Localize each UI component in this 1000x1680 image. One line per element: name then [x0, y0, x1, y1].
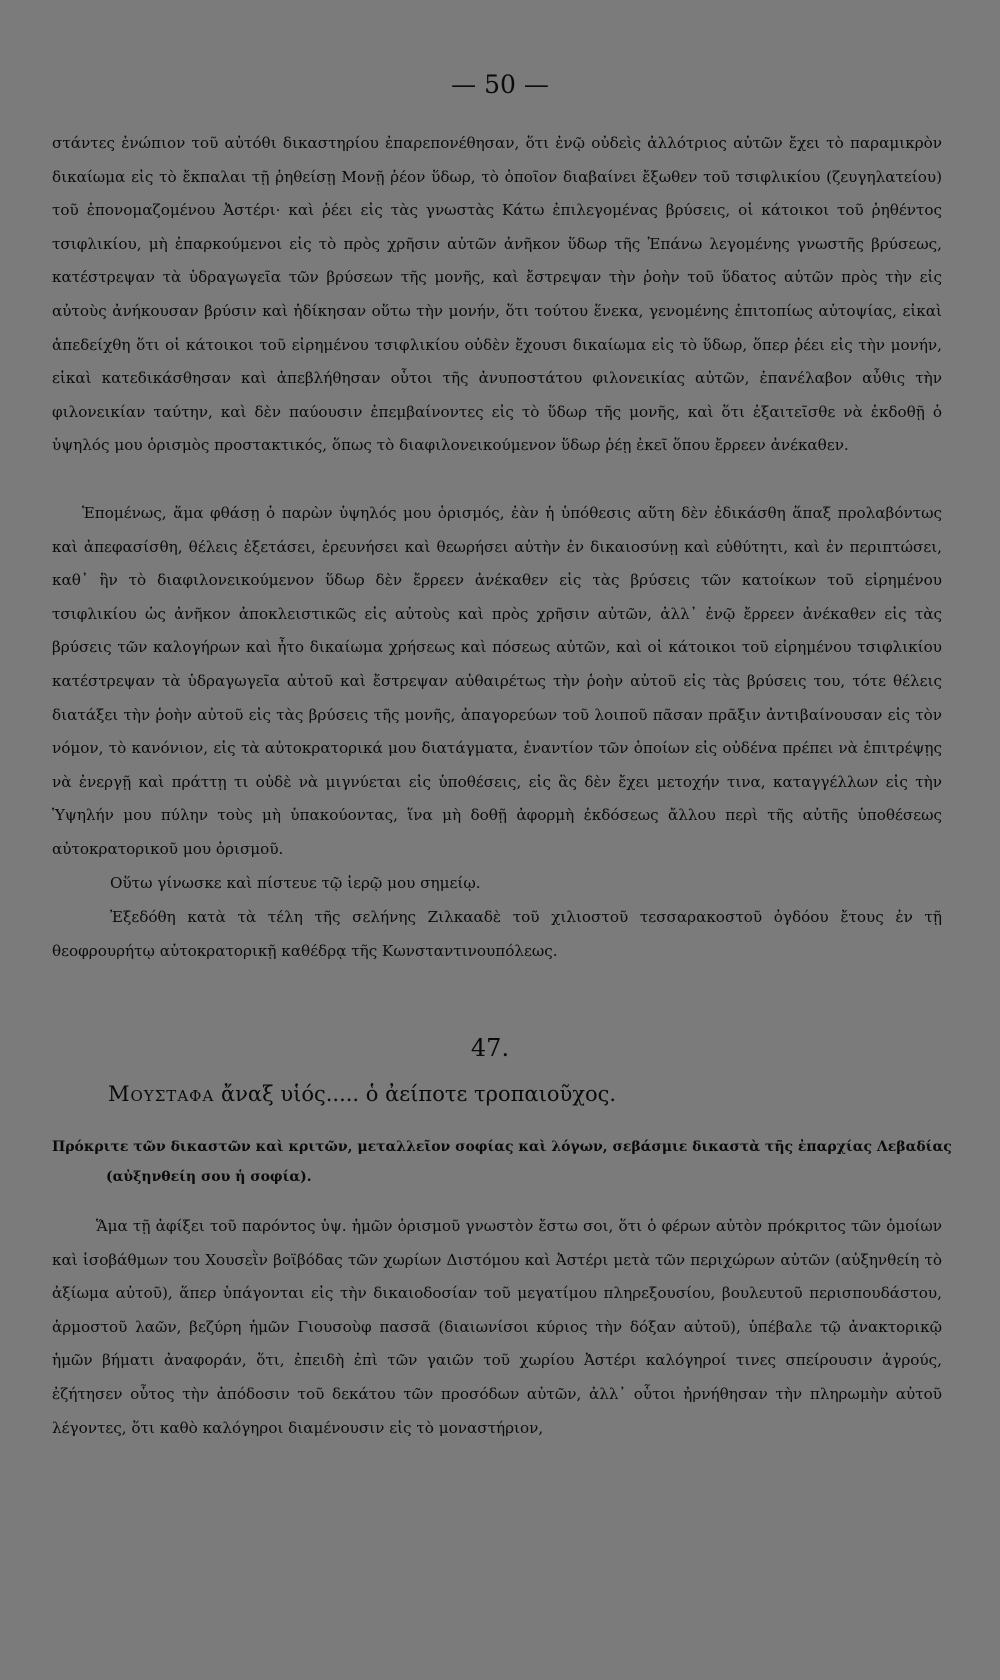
heading-name: Μουσταφα	[108, 1082, 215, 1106]
body-paragraph: στάντες ἐνώπιον τοῦ αὐτόθι δικαστηρίου ἐπαρεπονέθησαν, ὅτι ἐνῷ οὐδεὶς ἀλλότριος αὐτῶν ἔχει τὸ παραμικρὸν δικαίωμα εἰς τὸ ἔκπαλαι τῇ ῥηθείσῃ Μονῇ ῥέον ὕδωρ, τὸ ὁποῖον διαβαίνει ἔξωθεν τοῦ τσιφλικίου (ζευγηλατείου) τοῦ ἐπονομαζομένου Ἀστέρι· καὶ ῥέει εἰς τὰς γνωστὰς Κάτω ἐπιλεγομένας βρύσεις, οἱ κάτοικοι τοῦ ῥηθέντος τσιφλικίου, μὴ ἐπαρκούμενοι εἰς τὸ πρὸς χρῆσιν αὐτῶν ἀνῆκον ὕδωρ τῆς Ἐπάνω λεγομένης γνωστῆς βρύσεως, κατέστρεψαν τὰ ὑδραγωγεῖα τῶν βρύσεων τῆς μονῆς, καὶ ἔστρεψαν τὴν ῥοὴν τοῦ ὕδατος αὐτῶν πρὸς τὴν εἰς αὐτοὺς ἀνήκουσαν βρύσιν καὶ ἠδίκησαν οὕτω τὴν μονήν, ὅτι τούτου ἕνεκα, γενομένης ἐπιτοπίως αὐτοψίας, εἰκαὶ ἀπεδείχθη ὅτι οἱ κάτοικοι τοῦ εἰρημένου τσιφλικίου οὐδὲν ἔχουσι δικαίωμα εἰς τὸ ὕδωρ, ὅπερ ῥέει εἰς τὴν μονήν, εἰκαὶ κατεδικάσθησαν καὶ ἀπεβλήθησαν οὗτοι τῆς ἀνυποστάτου φιλονεικίας αὐτῶν, ἐπανέλαβον αὖθις τὴν φιλονεικίαν ταύτην, καὶ δὲν παύουσιν ἐπεμβαίνοντες εἰς τὸ ὕδωρ τῆς μονῆς, καὶ ὅτι ἐξαιτεῖσθε νὰ ἐκδοθῇ ὁ ὑψηλός μου ὁρισμὸς προστακτικός, ὅπως τὸ διαφιλονεικούμενον ὕδωρ ῥέῃ ἐκεῖ ὅπου ἔρρεεν ἀνέκαθεν.	[52, 134, 942, 455]
body-paragraph: Ἅμα τῇ ἀφίξει τοῦ παρόντος ὑψ. ἡμῶν ὁρισμοῦ γνωστὸν ἔστω σοι, ὅτι ὁ φέρων αὐτὸν πρόκριτος τῶν ὁμοίων καὶ ἰσοβάθμων του Χουσεῒν βοϊβόδας τῶν χωρίων Διστόμου καὶ Ἀστέρι μετὰ τῶν περιχώρων αὐτῶν (αὐξηνθείη τὸ ἀξίωμα αὐτοῦ), ἅπερ ὑπάγονται εἰς τὴν δικαιοδοσίαν τοῦ μεγατίμου πληρεξουσίου, βουλευτοῦ περισπουδάστου, ἁρμοστοῦ λαῶν, βεζύρη ἡμῶν Γιουσοὺφ πασσᾶ (διαιωνίσοι κύριος τὴν δόξαν αὐτοῦ), ὑπέβαλε τῷ ἀνακτορικῷ ἡμῶν βήματι ἀναφοράν, ὅτι, ἐπειδὴ ἐπὶ τῶν γαιῶν τοῦ χωρίου Ἀστέρι καλόγηροί τινες σπείρουσιν ἀγρούς, ἐζήτησεν οὗτος τὴν ἀπόδοσιν τοῦ δεκάτου τῶν προσόδων αὐτῶν, ἀλλ᾽ οὗτοι ἠρνήθησαν τὴν πληρωμὴν αὐτοῦ λέγοντες, ὅτι καθὸ καλόγηροι διαμένουσιν εἰς τὸ μοναστήριον,	[52, 1217, 942, 1437]
address-line: Πρόκριτε τῶν δικαστῶν καὶ κριτῶν, μεταλλεῖον σοφίας καὶ λόγων, σεβάσμιε δικαστὰ τῆς ἐπαρχίας Λεβαδίας (αὐξηνθείη σου ἡ σοφία).	[52, 1139, 952, 1185]
closing-formula: Οὕτω γίνωσκε καὶ πίστευε τῷ ἱερῷ μου σημείῳ.	[110, 874, 481, 892]
document-number: 47.	[470, 1034, 510, 1062]
document-heading	[108, 1082, 616, 1106]
heading-rest: ἄναξ υἱός..... ὁ ἀείποτε τροπαιοῦχος.	[214, 1082, 617, 1106]
page-number: — 50 —	[451, 70, 549, 99]
body-paragraph: Ἑπομένως, ἅμα φθάσῃ ὁ παρὼν ὑψηλός μου ὁρισμός, ἐὰν ἡ ὑπόθεσις αὕτη δὲν ἐδικάσθη ἅπαξ προλαβόντως καὶ ἀπεφασίσθη, θέλεις ἐξετάσει, ἐρευνήσει καὶ θεωρήσει αὐτὴν ἐν δικαιοσύνῃ καὶ εὐθύτητι, καὶ ἐν περιπτώσει, καθ᾽ ἣν τὸ διαφιλονεικούμενον ὕδωρ δὲν ἔρρεεν ἀνέκαθεν εἰς τὰς βρύσεις τῶν κατοίκων τοῦ εἰρημένου τσιφλικίου ὡς ἀνῆκον ἀποκλειστικῶς εἰς αὐτοὺς καὶ πρὸς χρῆσιν αὐτῶν, ἀλλ᾽ ἐνῷ ἔρρεεν ἀνέκαθεν εἰς τὰς βρύσεις τῶν καλογήρων καὶ ἦτο δικαίωμα χρήσεως καὶ πόσεως αὐτῶν, καὶ οἱ κάτοικοι τοῦ εἰρημένου τσιφλικίου κατέστρεψαν τὰ ὑδραγωγεῖα αὐτοῦ καὶ ἔστρεψαν αὐθαιρέτως τὴν ῥοὴν αὐτοῦ εἰς τὰς βρύσεις του, τότε θέλεις διατάξει τὴν ῥοὴν αὐτοῦ εἰς τὰς βρύσεις τῆς μονῆς, ἀπαγορεύων τοῦ λοιποῦ πᾶσαν πρᾶξιν ἀντιβαίνουσαν εἰς τὸν νόμον, τὸ κανόνιον, εἰς τὰ αὐτοκρατορικά μου διατάγματα, ἐναντίον τῶν ὁποίων εἰς οὐδένα πρέπει νὰ ἐπιτρέψῃς νὰ ἐνεργῇ καὶ πράττῃ τι οὐδὲ νὰ μιγνύεται εἰς ὑποθέσεις, εἰς ἃς δὲν ἔχει μετοχήν τινα, καταγγέλλων εἰς τὴν Ὑψηλήν μου πύλην τοὺς μὴ ὑπακούοντας, ἵνα μὴ δοθῇ ἀφορμὴ ἐκδόσεως ἄλλου περὶ τῆς αὐτῆς ὑποθέσεως αὐτοκρατορικοῦ μου ὁρισμοῦ.	[52, 504, 942, 858]
issuance-paragraph: Ἐξεδόθη κατὰ τὰ τέλη τῆς σελήνης Ζιλκααδὲ τοῦ χιλιοστοῦ τεσσαρακοστοῦ ὀγδόου ἔτους ἐν τῇ θεοφρουρήτῳ αὐτοκρατορικῇ καθέδρᾳ τῆς Κωνσταντινουπόλεως.	[52, 908, 942, 960]
